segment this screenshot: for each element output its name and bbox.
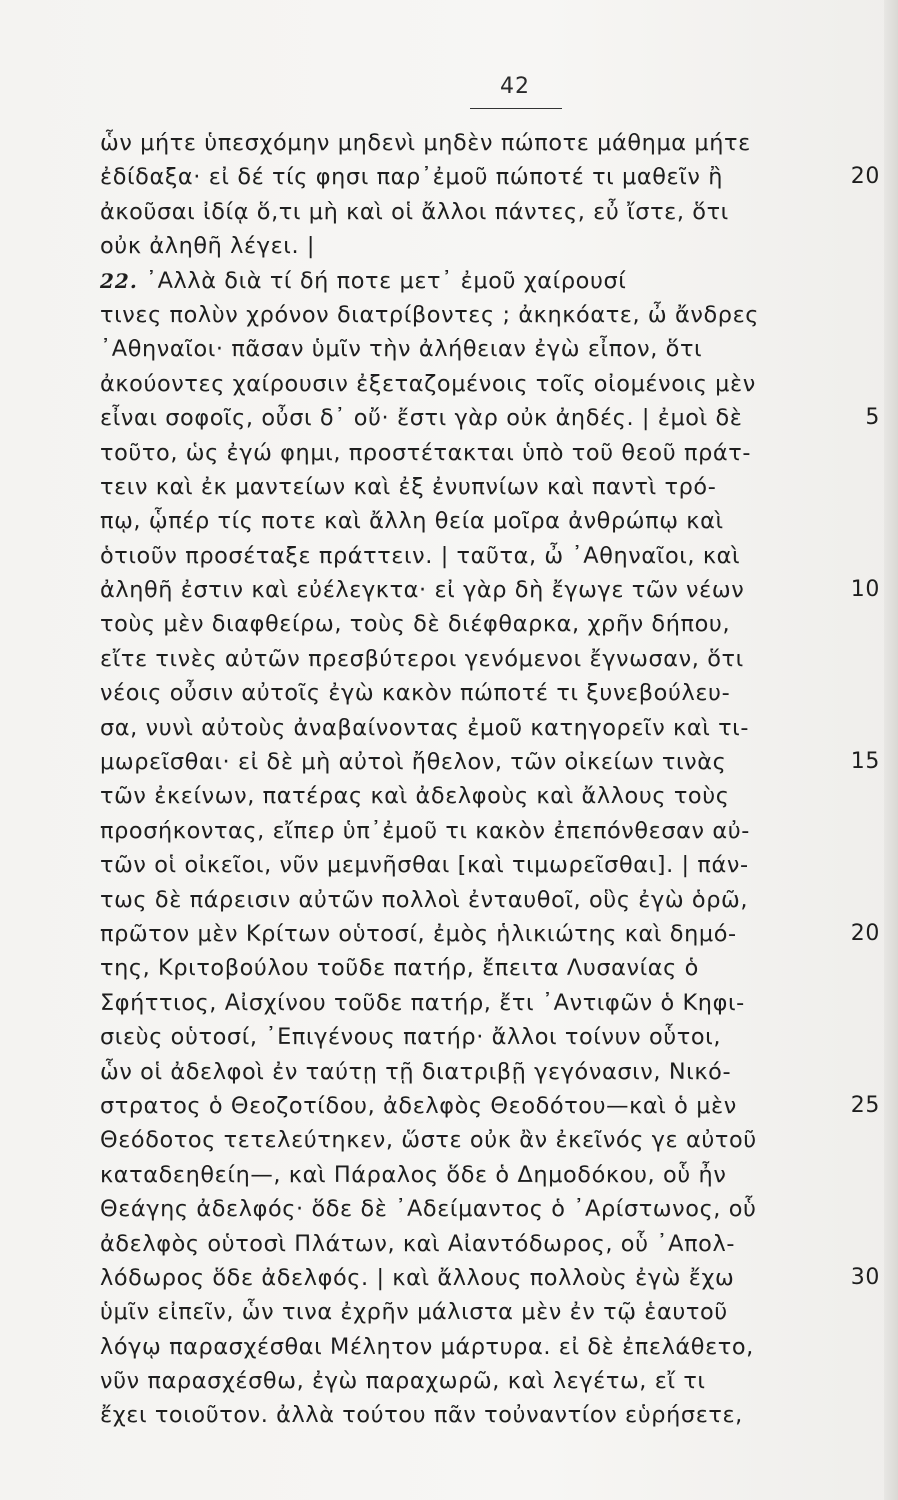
line-number: 20 bbox=[850, 164, 880, 190]
text-line bbox=[100, 1295, 870, 1329]
line-text: ἀδελφὸς οὑτοσὶ Πλάτων, καὶ Αἰαντόδωρος, οὗ ᾽Απολ- bbox=[100, 1230, 735, 1257]
facing-page-edge bbox=[884, 0, 898, 1500]
line-number: 20 bbox=[850, 920, 880, 946]
line-text: ὁτιοῦν προσέταξε πράττειν. | ταῦτα, ὦ ᾽Αθηναῖοι, καὶ bbox=[100, 542, 741, 569]
line-text: τοῦτο, ὡς ἐγώ φημι, προστέτακται ὑπὸ τοῦ θεοῦ πράτ- bbox=[100, 439, 752, 466]
line-text: εἴτε τινὲς αὐτῶν πρεσβύτεροι γενόμενοι ἔγνωσαν, ὅτι bbox=[100, 645, 744, 672]
line-text: ᾽Αθηναῖοι· πᾶσαν ὑμῖν τὴν ἀλήθειαν ἐγὼ εἶπον, ὅτι bbox=[100, 336, 703, 363]
text-line bbox=[100, 470, 870, 504]
text-line bbox=[100, 1227, 870, 1261]
text-line bbox=[100, 848, 870, 882]
page-number: 42 bbox=[500, 74, 530, 99]
line-number: 15 bbox=[850, 749, 880, 775]
text-line bbox=[100, 1055, 870, 1089]
text-line bbox=[100, 1398, 870, 1432]
text-line bbox=[100, 332, 870, 366]
text-line bbox=[100, 1330, 870, 1364]
text-line bbox=[100, 1123, 870, 1157]
text-line bbox=[100, 986, 870, 1020]
line-text: τῶν ἐκείνων, πατέρας καὶ ἀδελφοὺς καὶ ἄλλους τοὺς bbox=[100, 783, 730, 810]
text-line bbox=[100, 1020, 870, 1054]
text-line bbox=[100, 1261, 880, 1295]
line-text: ἀκούοντες χαίρουσιν ἐξεταζομένοις τοῖς οἰομένοις μὲν bbox=[100, 370, 756, 397]
line-text: Σφήττιος, Αἰσχίνου τοῦδε πατήρ, ἔτι ᾽Αντιφῶν ὁ Κηφι- bbox=[100, 989, 745, 1016]
line-text: νῦν παρασχέσθω, ἐγὼ παραχωρῶ, καὶ λεγέτω, εἴ τι bbox=[100, 1368, 706, 1395]
text-line bbox=[100, 1158, 870, 1192]
line-text: πῳ, ᾧπέρ τίς ποτε καὶ ἄλλη θεία μοῖρα ἀνθρώπῳ καὶ bbox=[100, 508, 724, 535]
line-text: λόγῳ παρασχέσθαι Μέλητον μάρτυρα. εἰ δὲ ἐπελάθετο, bbox=[100, 1333, 754, 1360]
line-text: σα, νυνὶ αὐτοὺς ἀναβαίνοντας ἐμοῦ κατηγορεῖν καὶ τι- bbox=[100, 714, 750, 741]
line-text: προσήκοντας, εἴπερ ὑπ᾽ἐμοῦ τι κακὸν ἐπεπόνθεσαν αὐ- bbox=[100, 817, 750, 844]
greek-text-block bbox=[100, 126, 880, 1433]
line-text: πρῶτον μὲν Κρίτων οὑτοσί, ἐμὸς ἡλικιώτης καὶ δημό- bbox=[100, 920, 737, 947]
text-line bbox=[100, 1089, 880, 1123]
text-line bbox=[100, 264, 870, 298]
text-line bbox=[100, 195, 870, 229]
line-text: τῶν οἱ οἰκεῖοι, νῦν μεμνῆσθαι [καὶ τιμωρεῖσθαι]. | πάν- bbox=[100, 852, 749, 879]
line-text: νέοις οὖσιν αὐτοῖς ἐγὼ κακὸν πώποτέ τι ξυνεβούλευ- bbox=[100, 680, 731, 707]
text-line bbox=[100, 401, 880, 435]
text-line bbox=[100, 951, 870, 985]
text-line bbox=[100, 883, 870, 917]
line-text: ἀκοῦσαι ἰδίᾳ ὅ,τι μὴ καὶ οἱ ἄλλοι πάντες, εὖ ἴστε, ὅτι bbox=[100, 198, 729, 225]
line-text: στρατος ὁ Θεοζοτίδου, ἀδελφὸς Θεοδότου—καὶ ὁ μὲν bbox=[100, 1092, 737, 1119]
line-text: Θεάγης ἀδελφός· ὅδε δὲ ᾽Αδείμαντος ὁ ᾽Αρίστωνος, οὗ bbox=[100, 1196, 757, 1223]
text-line bbox=[100, 745, 880, 779]
line-text: τινες πολὺν χρόνον διατρίβοντες ; ἀκηκόατε, ὦ ἄνδρες bbox=[100, 301, 760, 328]
text-line bbox=[100, 298, 870, 332]
line-text: τοὺς μὲν διαφθείρω, τοὺς δὲ διέφθαρκα, χρῆν δήπου, bbox=[100, 611, 731, 638]
line-text: ὧν οἱ ἀδελφοὶ ἐν ταύτῃ τῇ διατριβῇ γεγόνασιν, Νικό- bbox=[100, 1058, 732, 1085]
text-line bbox=[100, 229, 870, 263]
line-number: 5 bbox=[865, 405, 880, 431]
text-line bbox=[100, 779, 870, 813]
line-text: καταδεηθείη—, καὶ Πάραλος ὅδε ὁ Δημοδόκου, οὗ ἦν bbox=[100, 1161, 727, 1188]
text-line bbox=[100, 539, 870, 573]
line-text: τως δὲ πάρεισιν αὐτῶν πολλοὶ ἐνταυθοῖ, οὓς ἐγὼ ὁρῶ, bbox=[100, 886, 749, 913]
text-line bbox=[100, 814, 870, 848]
line-text: ᾽Αλλὰ διὰ τί δή ποτε μετ᾽ ἐμοῦ χαίρουσί bbox=[145, 267, 627, 294]
line-text: ἀληθῆ ἐστιν καὶ εὐέλεγκτα· εἰ γὰρ δὴ ἔγωγε τῶν νέων bbox=[100, 577, 745, 604]
line-number: 25 bbox=[850, 1092, 880, 1118]
text-line bbox=[100, 126, 870, 160]
text-line bbox=[100, 573, 880, 607]
line-text: οὐκ ἀληθῆ λέγει. | bbox=[100, 233, 316, 260]
line-text: εἶναι σοφοῖς, οὖσι δ᾽ οὔ· ἔστι γὰρ οὐκ ἀηδές. | ἐμοὶ δὲ bbox=[100, 405, 743, 432]
text-line bbox=[100, 607, 870, 641]
line-text: ἐδίδαξα· εἰ δέ τίς φησι παρ᾽ἐμοῦ πώποτέ τι μαθεῖν ἢ bbox=[100, 164, 724, 191]
line-text: ἔχει τοιοῦτον. ἀλλὰ τούτου πᾶν τοὐναντίον εὑρήσετε, bbox=[100, 1402, 743, 1429]
line-text: της, Κριτοβούλου τοῦδε πατήρ, ἔπειτα Λυσανίας ὁ bbox=[100, 955, 699, 982]
line-text: λόδωρος ὅδε ἀδελφός. | καὶ ἄλλους πολλοὺς ἐγὼ ἔχω bbox=[100, 1264, 735, 1291]
section-number: 22. bbox=[100, 268, 138, 293]
text-line bbox=[100, 917, 880, 951]
text-line bbox=[100, 676, 870, 710]
text-line bbox=[100, 1364, 870, 1398]
line-number: 30 bbox=[850, 1264, 880, 1290]
text-line bbox=[100, 436, 870, 470]
line-text: τειν καὶ ἐκ μαντείων καὶ ἐξ ἐνυπνίων καὶ παντὶ τρό- bbox=[100, 473, 717, 500]
text-line bbox=[100, 711, 870, 745]
text-line bbox=[100, 642, 870, 676]
line-text: μωρεῖσθαι· εἰ δὲ μὴ αὐτοὶ ἤθελον, τῶν οἰκείων τινὰς bbox=[100, 749, 727, 776]
line-text: Θεόδοτος τετελεύτηκεν, ὥστε οὐκ ἂν ἐκεῖνός γε αὐτοῦ bbox=[100, 1127, 757, 1154]
text-line bbox=[100, 504, 870, 538]
line-text: σιεὺς οὑτοσί, ᾽Επιγένους πατήρ· ἄλλοι τοίνυν οὗτοι, bbox=[100, 1024, 722, 1051]
text-line bbox=[100, 160, 880, 194]
line-number: 10 bbox=[850, 577, 880, 603]
line-text: ὧν μήτε ὑπεσχόμην μηδενὶ μηδὲν πώποτε μάθημα μήτε bbox=[100, 130, 751, 156]
line-text: ὑμῖν εἰπεῖν, ὧν τινα ἐχρῆν μάλιστα μὲν ἐν τῷ ἑαυτοῦ bbox=[100, 1299, 728, 1326]
text-line bbox=[100, 1192, 870, 1226]
page-number-rule bbox=[470, 108, 562, 109]
text-line bbox=[100, 367, 870, 401]
